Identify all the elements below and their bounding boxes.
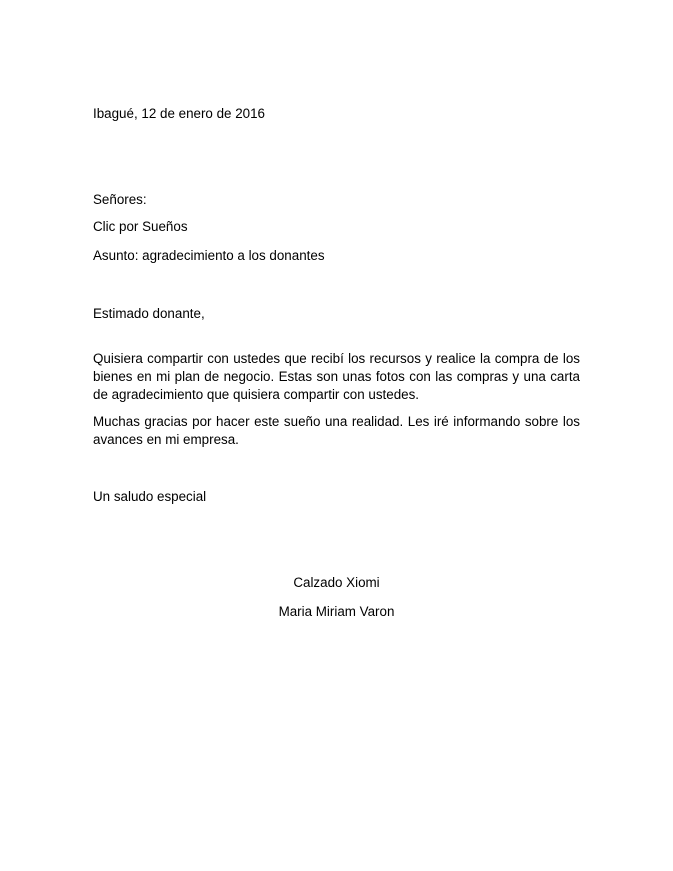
letter-recipient: Clic por Sueños <box>93 219 188 234</box>
letter-greeting: Estimado donante, <box>93 306 205 321</box>
letter-body-paragraph: Quisiera compartir con ustedes que recibí los recursos y realice la compra de los bienes en mi plan de negocio. Estas son unas fotos con las compras y una carta de agradecimiento que quisiera compartir con ustedes. <box>93 351 580 402</box>
letter-salutation: Señores: <box>93 192 147 207</box>
letter-date: Ibagué, 12 de enero de 2016 <box>93 106 265 121</box>
letter-closing: Un saludo especial <box>93 489 207 504</box>
signature-name: Maria Miriam Varon <box>278 604 395 619</box>
signature-company: Calzado Xiomi <box>293 575 380 590</box>
letter-subject: Asunto: agradecimiento a los donantes <box>93 248 325 263</box>
letter-body-paragraph: Muchas gracias por hacer este sueño una realidad. Les iré informando sobre los avances en mi empresa. <box>93 414 580 447</box>
